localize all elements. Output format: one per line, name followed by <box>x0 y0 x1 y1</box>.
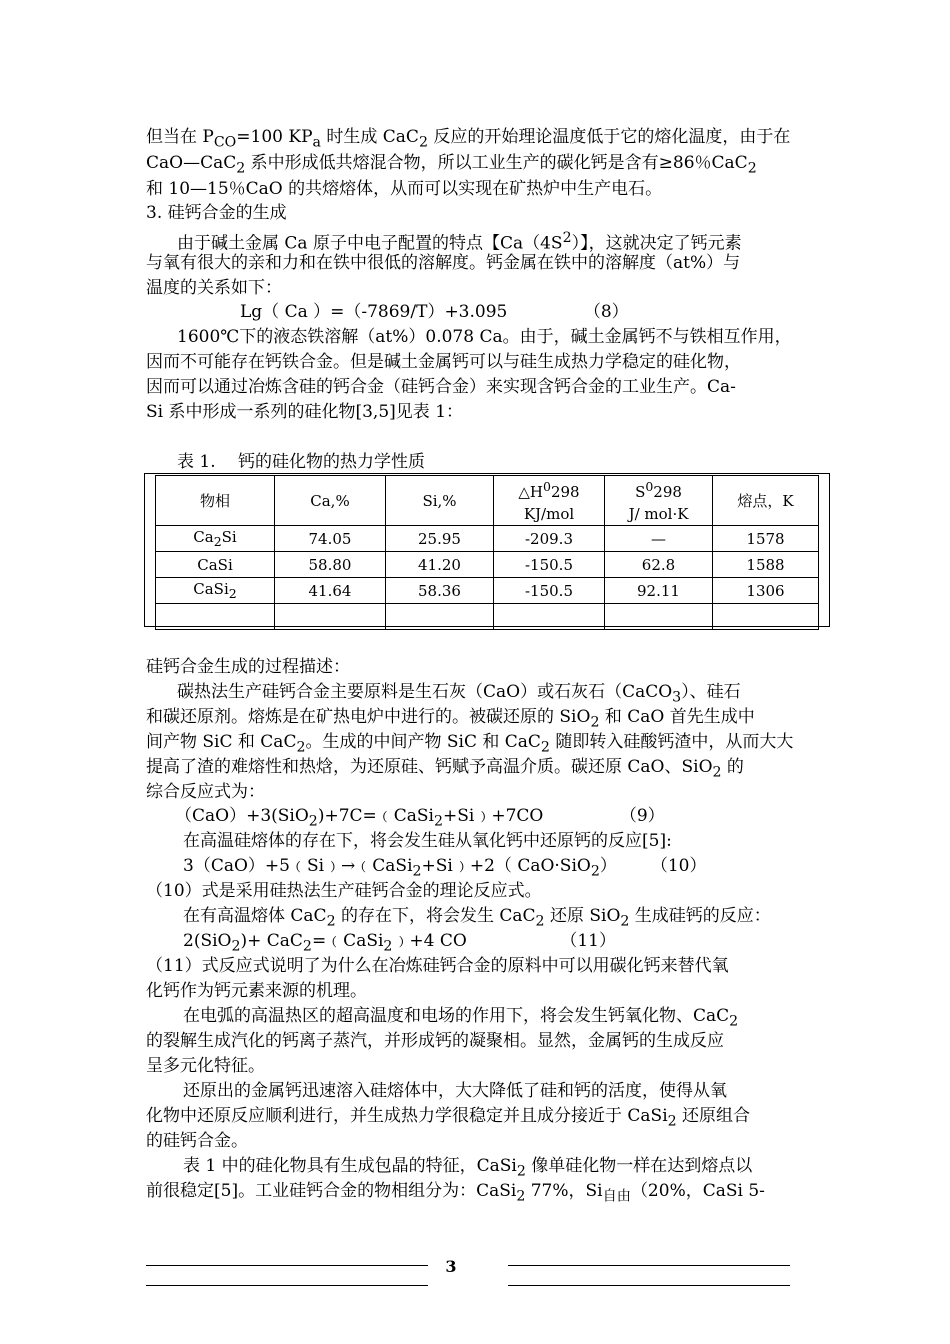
text-line: CaO—CaC$_2$ 系中形成低共熔混合物，所以工业生产的碳化钙是含有≥86％CaC$_2$ <box>146 153 757 177</box>
text-line: 和碳还原剂。熔炼是在矿热电炉中进行的。被碳还原的 SiO$_2$ 和 CaO 首先生成中 <box>146 707 755 731</box>
equation-10: 3（CaO）+5﹙Si﹚→﹙CaSi$_2$+Si﹚+2（ CaO·SiO$_2$） （10） <box>183 856 707 880</box>
text-line: 间产物 SiC 和 CaC$_2$。生成的中间产物 SiC 和 CaC$_2$ 随即转入硅酸钙渣中，从而大大 <box>146 732 794 756</box>
table-cell: 74.05 <box>275 526 386 552</box>
table-cell: 41.64 <box>275 578 386 604</box>
column-header: $\triangle H^0298$ KJ/mol <box>494 476 605 526</box>
table-cell: -150.5 <box>494 578 605 604</box>
footer-rule-right-bottom <box>508 1285 790 1286</box>
table-row <box>156 526 819 552</box>
text-line: 因而不可能存在钙铁合金。但是碱土金属钙可以与硅生成热力学稳定的硅化物， <box>146 352 741 372</box>
table-cell: 25.95 <box>386 526 494 552</box>
text-line: Si 系中形成一系列的硅化物[3,5]见表 1： <box>146 402 464 422</box>
equation-8: Lg（ Ca ）=（-7869/T）+3.095 （8） <box>240 302 629 322</box>
text-line: 与氧有很大的亲和力和在铁中很低的溶解度。钙金属在铁中的溶解度（at%）与 <box>146 253 741 273</box>
table-row <box>156 552 819 578</box>
table-cell: CaSi <box>156 552 275 578</box>
column-header: 物相 <box>156 476 275 526</box>
table-cell: $Ca_2Si$ <box>156 526 275 552</box>
text-line: 在有高温熔体 CaC$_2$ 的存在下，将会发生 CaC$_2$ 还原 SiO$_2$ 生成硅钙的反应： <box>183 906 771 930</box>
silicide-properties-table <box>155 475 819 630</box>
text-line: 在电弧的高温热区的超高温度和电场的作用下，将会发生钙氧化物、CaC$_2$ <box>183 1006 739 1030</box>
text-line: （11）式反应式说明了为什么在冶炼硅钙合金的原料中可以用碳化钙来替代氧 <box>146 956 729 976</box>
table-row-empty <box>156 604 819 630</box>
text-line: 1600℃下的液态铁溶解（at%）0.078 Ca。由于，碱土金属钙不与铁相互作用， <box>177 327 792 347</box>
text-line: 硅钙合金生成的过程描述： <box>146 657 350 677</box>
text-line: 和 10—15％CaO 的共熔熔体，从而可以实现在矿热炉中生产电石。 <box>146 179 663 199</box>
text-line: 的裂解生成汽化的钙离子蒸汽，并形成钙的凝聚相。显然，金属钙的生成反应 <box>146 1031 724 1051</box>
table-cell: -150.5 <box>494 552 605 578</box>
table-cell: 41.20 <box>386 552 494 578</box>
equation-9: （CaO）+3(SiO$_2$)+7C=﹙CaSi$_2$+Si﹚+7CO （9） <box>175 806 665 830</box>
text-line: 前很稳定[5]。工业硅钙合金的物相组分为：CaSi$_2$ 77%，$Si_{自由}(20\%$，CaSi 5- <box>146 1181 765 1205</box>
table-cell: CaSi$_2$ <box>156 578 275 604</box>
text-line: 碳热法生产硅钙合金主要原料是生石灰（CaO）或石灰石（CaCO$_3$）、硅石 <box>177 682 741 706</box>
text-line: 但当在 $P_{CO}=100$ $KP_a$ 时生成 CaC$_2$ 反应的开始理论温度低于它的熔化温度，由于在 <box>146 127 791 151</box>
column-header: Si,% <box>386 476 494 526</box>
text-line: 还原出的金属钙迅速溶入硅熔体中，大大降低了硅和钙的活度，使得从氧 <box>183 1081 727 1101</box>
table-cell: 92.11 <box>605 578 713 604</box>
text-line: 化物中还原反应顺利进行，并生成热力学很稳定并且成分接近于 CaSi$_2$ 还原组合 <box>146 1106 751 1130</box>
text-line: 在高温硅熔体的存在下，将会发生硅从氧化钙中还原钙的反应[5]: <box>183 831 672 851</box>
text-line: （10）式是采用硅热法生产硅钙合金的理论反应式。 <box>146 881 542 901</box>
text-line: 的硅钙合金。 <box>146 1131 248 1151</box>
table-header-row <box>156 476 819 526</box>
table-caption: 表 1. 钙的硅化物的热力学性质 <box>177 452 426 472</box>
footer-rule-right-top <box>508 1265 790 1266</box>
table-row <box>156 578 819 604</box>
text-line: 综合反应式为： <box>146 782 265 802</box>
text-line: 表 1 中的硅化物具有生成包晶的特征，CaSi$_2$ 像单硅化物一样在达到熔点以 <box>183 1156 753 1180</box>
text-line: 由于碱土金属 Ca 原子中电子配置的特点【$Ca(4S^2)$】，这就决定了钙元素 <box>177 230 742 254</box>
text-line: 温度的关系如下： <box>146 278 282 298</box>
table-cell: 62.8 <box>605 552 713 578</box>
footer-rule-left-bottom <box>146 1285 428 1286</box>
table-cell: 1588 <box>713 552 819 578</box>
table-cell: 58.80 <box>275 552 386 578</box>
table-cell: — <box>605 526 713 552</box>
table-cell: 1306 <box>713 578 819 604</box>
text-line: 化钙作为钙元素来源的机理。 <box>146 981 367 1001</box>
column-header: 熔点，K <box>713 476 819 526</box>
page-number: 3 <box>445 1257 457 1276</box>
table-cell: 58.36 <box>386 578 494 604</box>
text-line: 因而可以通过冶炼含硅的钙合金（硅钙合金）来实现含钙合金的工业生产。Ca- <box>146 377 736 397</box>
column-header: $S^0298$ J/ mol·K <box>605 476 713 526</box>
table-cell: -209.3 <box>494 526 605 552</box>
table-cell: 1578 <box>713 526 819 552</box>
text-line: 提高了渣的难熔性和热焓，为还原硅、钙赋予高温介质。碳还原 CaO、SiO$_2$ 的 <box>146 757 744 781</box>
section-heading: 3. 硅钙合金的生成 <box>146 203 287 223</box>
equation-11: 2(SiO$_2$)+ CaC$_2$=﹙CaSi$_2$﹚+4 CO （11） <box>183 931 616 955</box>
column-header: Ca,% <box>275 476 386 526</box>
text-line: 呈多元化特征。 <box>146 1056 265 1076</box>
footer-rule-left-top <box>146 1265 428 1266</box>
